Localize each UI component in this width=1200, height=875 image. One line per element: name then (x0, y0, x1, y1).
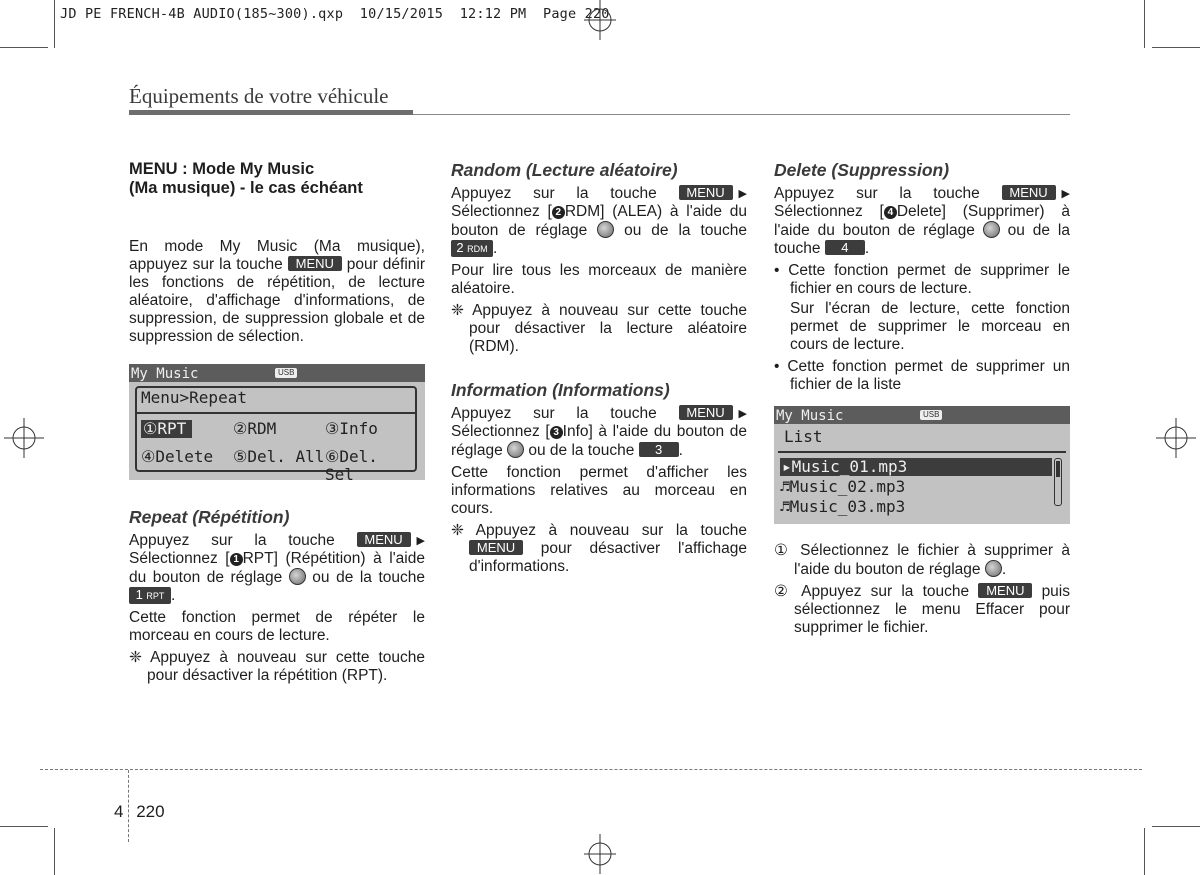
text: puis sélectionnez le menu Effacer pour supprimer le fichier. (794, 583, 1070, 636)
text: ou de la touche (312, 569, 425, 586)
text: ou de la touche (528, 442, 635, 459)
option-delete[interactable]: ④Delete (141, 447, 214, 466)
crop-line (0, 47, 48, 48)
option-del-sel[interactable]: ⑥Del. Sel (325, 447, 378, 484)
arrow-right-icon: ▶ (416, 535, 426, 547)
key-number: 2 (456, 240, 464, 255)
arrow-right-icon: ▶ (738, 188, 748, 200)
intro-text: En mode My Music (Ma musique), appuyez sur la touche (129, 238, 425, 273)
heading-random: Random (Lecture aléatoire) (451, 160, 678, 180)
info-description: Cette fonction permet d'afficher les informations relatives au morceau en cours. (451, 464, 747, 517)
menu-key-icon: MENU (679, 405, 733, 420)
arrow-right-icon: ▶ (738, 408, 748, 420)
number-4-icon: 4 (884, 206, 897, 219)
registration-mark-icon (580, 834, 620, 874)
text: Appuyez sur la touche (129, 532, 335, 549)
heading-my-music: MENU : Mode My Music (129, 160, 315, 178)
step-1: ① Sélectionnez le fichier à supprimer à l'aide du bouton de réglage . (774, 542, 1070, 578)
tune-knob-icon (983, 221, 1000, 238)
menu-repeat-screen (129, 364, 425, 484)
intro-paragraph (129, 238, 425, 346)
option-del-all[interactable]: ⑤Del. All (233, 447, 325, 466)
option-rdm[interactable]: ②RDM (233, 419, 277, 438)
text: Appuyez sur la touche (451, 185, 657, 202)
crop-line (54, 0, 55, 48)
text: Appuyez sur la touche (451, 405, 657, 422)
menu-key-icon: MENU (1002, 185, 1056, 200)
preset-key-icon (451, 240, 493, 257)
text: ou de la touche (774, 222, 1070, 257)
preset-key-icon (129, 587, 171, 604)
text: Delete] (Supprimer) à l'aide du bouton de réglage (774, 203, 1070, 239)
arrow-right-icon: ▶ (1061, 188, 1071, 200)
usb-badge: USB (275, 368, 297, 378)
heading-repeat: Repeat (Répétition) (129, 507, 290, 527)
heading-my-music-sub: (Ma musique) - le cas échéant (129, 179, 363, 197)
registration-mark-icon (4, 418, 44, 458)
text: Info] à l'aide du bouton de réglage (451, 423, 747, 459)
heading-delete: Delete (Suppression) (774, 160, 950, 180)
divider (137, 412, 415, 414)
random-instruction: Appuyez sur la touche MENU ▶ Sélectionnez [ 2 RDM] (ALEA) à l'aide du bouton de réglage ou de la touche 2 RDM . (451, 185, 748, 257)
number-3-icon: 3 (550, 426, 563, 439)
column-1 (129, 160, 425, 685)
text: Sélectionnez [ (774, 203, 884, 220)
key-label: RDM (467, 244, 488, 254)
delete-bullet-1: • Cette fonction permet de supprimer le fichier en cours de lecture. (774, 262, 1070, 297)
menu-key-icon: MENU (679, 185, 733, 200)
list-item-selected[interactable]: ▸Music_01.mp3 (780, 458, 1052, 476)
info-instruction: Appuyez sur la touche MENU ▶ Sélectionnez [ 3 Info] à l'aide du bouton de réglage ou de la touche 3 . (451, 405, 748, 459)
text: ② Appuyez sur la touche (774, 583, 970, 600)
delete-bullet-1-sub: Sur l'écran de lecture, cette fonction permet de supprimer le morceau en cours de lecture. (790, 300, 1070, 353)
text: ❈ Appuyez à nouveau sur la touche (451, 522, 747, 539)
tune-knob-icon (507, 441, 524, 458)
usb-badge: USB (920, 410, 942, 420)
crop-line (1144, 828, 1145, 875)
music-list-screen (774, 406, 1070, 524)
menu-key-icon: MENU (469, 540, 523, 555)
text: RDM] (ALEA) à l'aide du bouton de réglage (451, 203, 747, 239)
registration-mark-icon (1156, 418, 1196, 458)
number-1-icon: 1 (230, 553, 243, 566)
random-note: ❈ Appuyez à nouveau sur cette touche pour désactiver la lecture aléatoire (RDM). (451, 302, 747, 355)
preset-key-4-icon: 4 (825, 240, 865, 255)
menu-box (135, 386, 417, 484)
tune-knob-icon (289, 568, 306, 585)
tune-knob-icon (597, 221, 614, 238)
registration-mark-icon (580, 0, 620, 40)
crop-line (54, 828, 55, 875)
menu-key-icon: MENU (357, 532, 411, 547)
crop-line (1144, 0, 1145, 48)
preset-key-3-icon: 3 (639, 442, 679, 457)
info-note (451, 522, 747, 576)
list-item[interactable]: ♬Music_03.mp3 (780, 497, 906, 516)
menu-title: Menu>Repeat (141, 388, 247, 407)
screen-title: My Music (131, 366, 199, 382)
list-item[interactable]: ♬Music_02.mp3 (780, 477, 906, 496)
text: ① Sélectionnez le fichier à supprimer à l'aide du bouton de réglage (774, 542, 1070, 578)
print-slug: JD PE FRENCH-4B AUDIO(185~300).qxp 10/15/2015 12:12 PM Page 220 (60, 6, 610, 22)
screen-title: My Music (776, 408, 844, 424)
page-number-value: 220 (136, 802, 165, 821)
step-2 (774, 583, 1070, 637)
menu-key-icon: MENU (288, 256, 342, 271)
text: pour désactiver l'affichage d'informations. (469, 540, 747, 575)
divider (778, 451, 1066, 453)
title-rule (129, 110, 413, 115)
text: Sélectionnez [ (451, 203, 552, 220)
scrollbar[interactable] (1054, 458, 1062, 506)
key-number: 1 (135, 587, 143, 602)
list-title: List (784, 427, 823, 446)
footer-rule (40, 769, 1142, 770)
text: Sélectionnez [ (451, 423, 550, 440)
chapter-number: 4 (114, 802, 124, 821)
option-rpt[interactable]: ①RPT (141, 420, 192, 438)
column-3 (774, 160, 1070, 637)
delete-instruction: Appuyez sur la touche MENU ▶ Sélectionnez [ 4 Delete] (Supprimer) à l'aide du bouton de réglage ou de la touche 4 . (774, 185, 1071, 257)
number-2-icon: 2 (552, 206, 565, 219)
intro-text: pour définir les fonctions de répétition, de lecture aléatoire, d'affichage d'informations, de suppression, de suppression globale et de suppression de sélection. (129, 256, 426, 345)
text: Appuyez sur la touche (774, 185, 980, 202)
repeat-instruction: Appuyez sur la touche MENU ▶ Sélectionnez [ 1 RPT] (Répétition) à l'aide du bouton de réglage ou de la touche 1 RPT . (129, 532, 426, 604)
column-2 (451, 160, 747, 576)
random-description: Pour lire tous les morceaux de manière aléatoire. (451, 262, 747, 297)
key-label: RPT (146, 591, 165, 601)
scroll-thumb[interactable] (1056, 461, 1060, 477)
text: Sélectionnez [ (129, 550, 230, 567)
crop-line (0, 826, 48, 827)
repeat-note: ❈ Appuyez à nouveau sur cette touche pour désactiver la répétition (RPT). (129, 649, 425, 684)
title-rule (413, 114, 1070, 115)
text: ou de la touche (624, 222, 747, 239)
crop-line (1152, 47, 1200, 48)
menu-key-icon: MENU (978, 583, 1032, 598)
page-number (114, 802, 165, 822)
repeat-description: Cette fonction permet de répéter le morceau en cours de lecture. (129, 609, 425, 644)
option-info[interactable]: ③Info (325, 419, 378, 438)
heading-information: Information (Informations) (451, 380, 670, 400)
crop-line (1152, 826, 1200, 827)
tune-knob-icon (985, 560, 1002, 577)
delete-bullet-2: • Cette fonction permet de supprimer un fichier de la liste (774, 358, 1070, 393)
text: RPT] (Répétition) à l'aide du bouton de réglage (129, 550, 425, 586)
section-title: Équipements de votre véhicule (129, 84, 389, 108)
